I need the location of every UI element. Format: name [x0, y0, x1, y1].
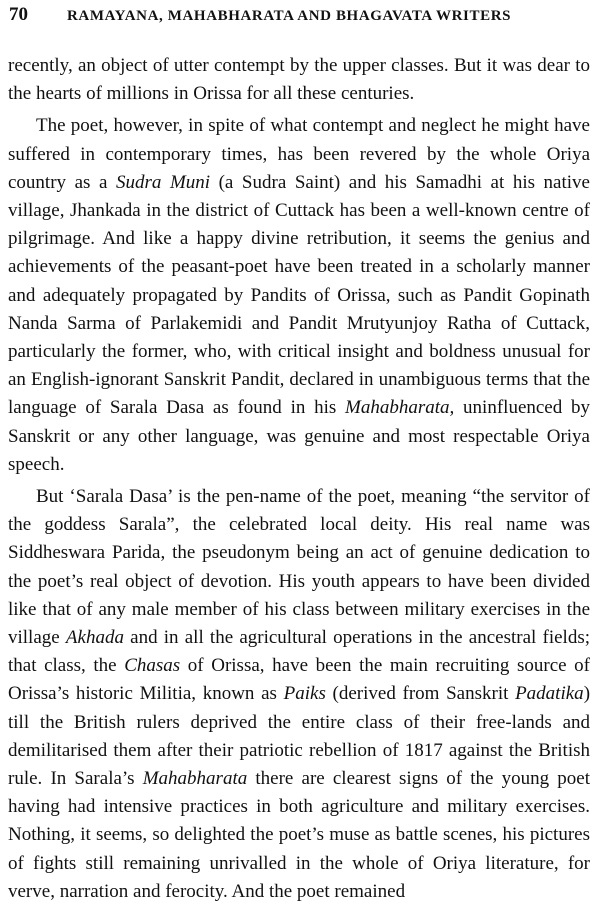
paragraph-1 [8, 52, 590, 108]
paragraph-text: (derived from Sanskrit [325, 683, 516, 705]
paragraph-text: and in all the agricultural operations in the ancestral fields; that class, the [8, 627, 591, 677]
paragraph-text: there are clearest signs of the young poet having had intensive practices in both agriculture and military exercises. Nothing, it seems, so delighted the poet’s muse as battle scenes, his pictures of fights still remaining unrivalled in the whole of Oriya literature, for verve, narration and ferocity. And the poet remained [8, 768, 590, 902]
italic-term: Mahabharata, [345, 397, 455, 419]
running-head: RAMAYANA, MAHABHARATA AND BHAGAVATA WRITERS [67, 8, 512, 24]
paragraph-3 [8, 483, 590, 906]
italic-term: Padatika [515, 683, 584, 705]
paragraph-text: ) till the British rulers deprived the entire class of their free-lands and demilitarised them after their patriotic rebellion of 1817 against the British rule. In Sarala’s [8, 683, 591, 790]
italic-term: Paiks [283, 683, 326, 705]
page-header [8, 4, 590, 32]
page-number: 70 [9, 4, 28, 25]
paragraph-text: of Orissa, have been the main recruiting source of Orissa’s historic Militia, known as [8, 655, 590, 705]
italic-term: Akhada [65, 627, 124, 649]
italic-term: Chasas [124, 655, 181, 677]
paragraph-text: uninfluenced by Sanskrit or any other language, was genuine and most respectable Oriya speech. [8, 397, 590, 475]
paragraph-text: But ‘Sarala Dasa’ is the pen-name of the poet, meaning “the servitor of the goddess Sarala”, the celebrated local deity. His real name was Siddheswara Parida, the pseudonym being an act of genuine dedication to the poet’s real object of devotion. His youth appears to have been divided like that of any male member of his class between military exercises in the village [8, 486, 590, 649]
paragraph-text: (a Sudra Saint) and his Samadhi at his native village, Jhankada in the district of Cuttack has been a well-known centre of pilgrimage. And like a happy divine retribution, it seems the genius and achievements of the peasant-poet have been treated in a scholarly manner and adequately propagated by Pandits of Orissa, such as Pandit Gopinath Nanda Sarma of Parlakemidi and Pandit Mrutyunjoy Ratha of Cuttack, particularly the former, who, with critical insight and boldness unusual for an English-ignorant Sanskrit Pandit, declared in unambiguous terms that the language of Sarala Dasa as found in his [8, 171, 590, 419]
italic-term: Mahabharata [142, 768, 248, 790]
italic-term: Sudra Muni [115, 171, 211, 193]
paragraph-2 [8, 112, 590, 479]
body-text [8, 52, 590, 906]
paragraph-text: recently, an object of utter contempt by the upper classes. But it was dear to the hearts of millions in Orissa for all these centuries. [8, 55, 590, 105]
paragraph-text: The poet, however, in spite of what contempt and neglect he might have suffered in contemporary times, has been revered by the whole Oriya country as a [8, 115, 590, 193]
